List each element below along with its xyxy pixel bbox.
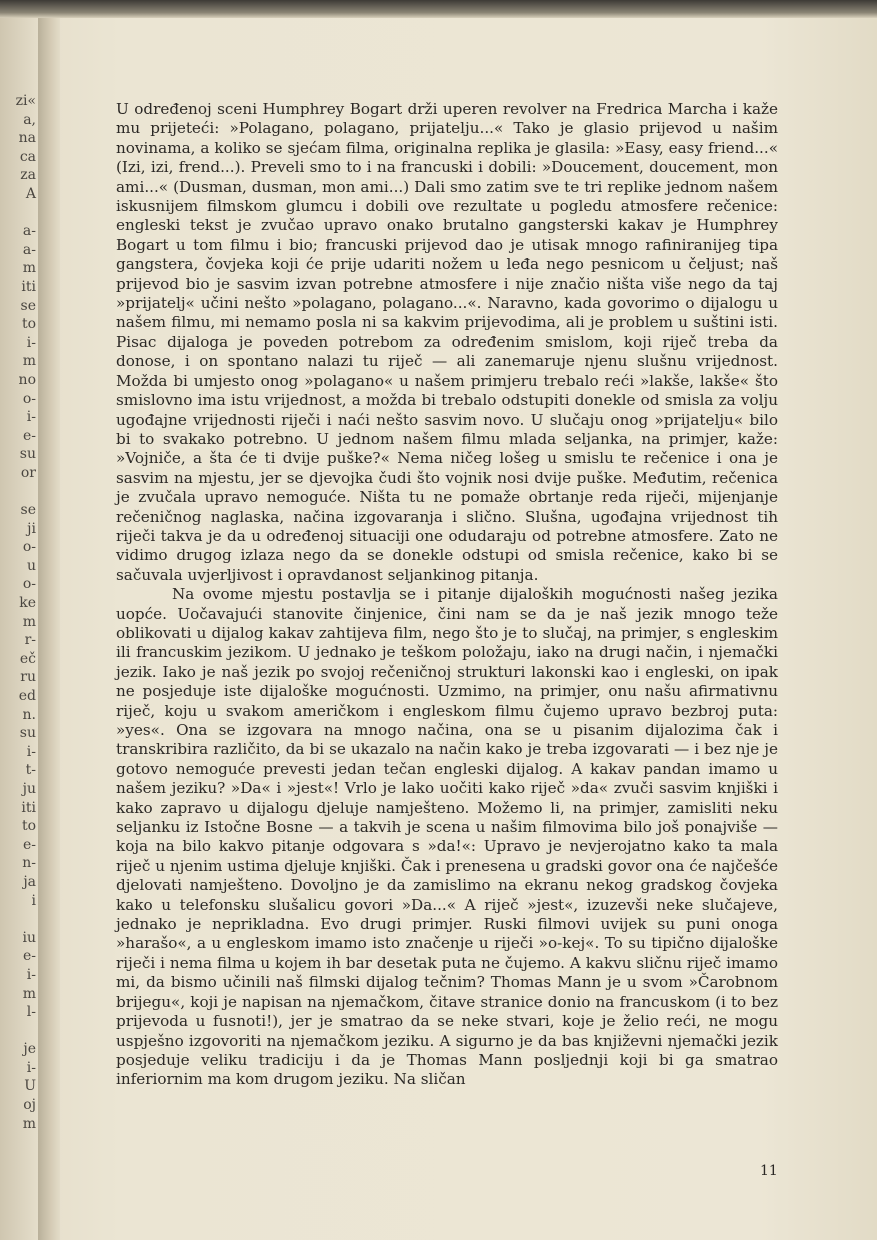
- margin-fragment: o-: [22, 576, 36, 593]
- margin-fragment: ed: [18, 688, 36, 704]
- margin-fragment: o-: [22, 390, 36, 407]
- margin-fragment: l-: [26, 1004, 36, 1021]
- margin-fragment: m: [22, 353, 36, 370]
- paragraph-1: U određenoj sceni Humphrey Bogart drži uperen revolver na Fredrica Marcha i kaže mu prijeteći: »Polagano, polagano, prijatelju...« Tako je glasio prijevod u našim novinama, a koliko se sjećam filma, originalna replika je glasila: »Easy, easy friend...« (Izi, izi, frend...). Preveli smo to i na francuski i dobili: »Doucement, doucement, mon ami...« (Dusman, dusman, mon ami...) Dali smo zatim sve te tri replike jednom našem iskusnijem filmskom glumcu i dobili ove rezultate u pogledu atmosfere rečenice: engleski tekst je zvučao upravo onako brutalno gangsterski kakav je Humphrey Bogart u tom filmu i bio; francuski prijevod dao je utisak mnogo rafiniranijeg tipa gangstera, čovjeka koji će prije udariti nožem u leđa nego pesnicom u čeljust; naš prijevod bio je sasvim izvan potrebne atmosfere i nije značio ništa više nego da taj »prijatelj« učini nešto »polagano, polagano...«. Naravno, kada govorimo o dijalogu u našem filmu, mi nemamo posla ni sa kakvim prijevodima, ali je problem u suštini isti. Pisac dijaloga je poveden potrebom za određenim smislom, koji riječ treba da donose, i on spontano nalazi tu riječ — ali zanemaruje njenu slušnu vrijednost. Možda bi umjesto onog »polagano« u našem primjeru trebalo reći »lakše, lakše« što smislovno ima istu vrijednost, a možda bi trebalo odstupiti donekle od smisla za volju ugođajne vrijednosti riječi i naći nešto sasvim novo. U slučaju onog »prijatelju« bilo bi to svakako potrebno. U jednom našem filmu mlada seljanka, na primjer, kaže: »Vojniče, a šta će ti dvije puške?« Nema ničeg lošeg u smislu te rečenice i ona je sasvim na mjestu, jer se djevojka čudi što vojnik nosi dvije puške. Međutim, rečenica je zvučala upravo nemoguće. Ništa tu ne pomaže obrtanje reda riječi, mijenjanje rečeničnog naglaska, načina izgovaranja i slično. Slušna, ugođajna vrijednost tih riječi takva je da u određenoj situaciji one odudaraju od potrebne atmosfere. Zato ne vidimo drugog izlaza nego da se donekle odstupi od smisla rečenice, kako bi se sačuvala uvjerljivost i opravdanost seljankinog pitanja.: [116, 100, 778, 584]
- margin-fragment: ca: [19, 148, 36, 165]
- margin-fragment: se: [20, 502, 36, 519]
- margin-fragment: i-: [26, 334, 36, 351]
- scan-top-edge: [0, 0, 877, 18]
- margin-fragment: a-: [22, 241, 36, 258]
- margin-fragment: m: [22, 260, 36, 277]
- margin-fragment: je: [23, 1041, 36, 1058]
- margin-fragment: eč: [19, 650, 36, 667]
- margin-fragment: e-: [22, 836, 36, 853]
- margin-fragment: za: [20, 167, 36, 184]
- margin-fragment: m: [22, 1115, 36, 1132]
- margin-fragment: or: [20, 464, 36, 481]
- margin-fragment: n-: [22, 855, 36, 872]
- margin-fragment: ru: [20, 669, 36, 686]
- margin-fragment: no: [18, 371, 36, 388]
- margin-fragment: se: [20, 297, 36, 314]
- margin-fragment: i: [31, 892, 36, 909]
- margin-fragment: i-: [26, 1059, 36, 1076]
- main-text: [116, 100, 778, 1090]
- margin-fragment: A: [25, 185, 36, 202]
- margin-fragment: su: [19, 446, 36, 463]
- margin-fragment: ke: [19, 595, 36, 612]
- margin-fragment: u: [26, 557, 36, 574]
- margin-fragment: [0, 482, 40, 501]
- margin-fragment: t-: [25, 762, 36, 779]
- margin-fragment: [0, 910, 40, 929]
- margin-fragment: a,: [23, 111, 36, 128]
- margin-fragment: m: [22, 613, 36, 630]
- margin-fragment: zi«: [15, 93, 36, 109]
- margin-fragment: [0, 204, 40, 223]
- margin-fragment: n.: [22, 706, 36, 723]
- margin-fragment: a-: [22, 223, 36, 240]
- margin-fragment: na: [18, 130, 36, 147]
- margin-fragment: i-: [26, 409, 36, 426]
- previous-page-fragments: [0, 92, 40, 1132]
- book-spine: [38, 0, 60, 1240]
- page-number: 11: [760, 1163, 778, 1179]
- margin-fragment: [0, 1022, 40, 1041]
- margin-fragment: iti: [21, 278, 36, 295]
- margin-fragment: ju: [22, 780, 36, 797]
- margin-fragment: e-: [22, 948, 36, 965]
- margin-fragment: oj: [23, 1097, 36, 1114]
- margin-fragment: i-: [26, 743, 36, 760]
- margin-fragment: e-: [22, 427, 36, 444]
- margin-fragment: to: [21, 818, 36, 835]
- margin-fragment: iti: [21, 799, 36, 816]
- margin-fragment: m: [22, 985, 36, 1002]
- margin-fragment: su: [19, 725, 36, 742]
- margin-fragment: o-: [22, 539, 36, 556]
- margin-fragment: to: [21, 316, 36, 333]
- paragraph-2: Na ovome mjestu postavlja se i pitanje dijaloških mogućnosti našeg jezika uopće. Uočavajući stanovite činjenice, čini nam se da je naš jezik mnogo teže oblikovati u dijalog kakav zahtijeva film, nego što je to slučaj, na primjer, s engleskim ili francuskim jezikom. U jednako je teškom položaju, iako na drugi način, i njemački jezik. Iako je naš jezik po svojoj rečeničnoj strukturi lakonski kao i engleski, on ipak ne posjeduje iste dijaloške mogućnosti. Uzmimo, na primjer, onu našu afirmativnu riječ, koju u svakom američkom i engleskom filmu čujemo upravo bezbroj puta: »yes«. Ona se izgovara na mnogo načina, ona se u pisanim dijalozima čak i transkribira različito, da bi se ukazalo na način kako je treba izgovarati — i bez nje je gotovo nemoguće prevesti jedan tečan engleski dijalog. A kakav pandan imamo u našem jeziku? »Da« i »jest«! Vrlo je lako uočiti kako riječ »da« zvuči sasvim knjiški i kako zapravo u dijalogu djeluje namješteno. Možemo li, na primjer, zamisliti neku seljanku iz Istočne Bosne — a takvih je scena u našim filmovima bilo još ponajviše — koja na bilo kakvo pitanje odgovara s »da!«: Upravo je nevjerojatno kako ta mala riječ u njenim ustima djeluje knjiški. Čak i prenesena u gradski govor ona će najčešće djelovati namješteno. Dovoljno je da zamislimo na ekranu nekog gradskog čovjeka kako u telefonsku slušalicu govori »Da...« A riječ »jest«, izuzevši neke slučajeve, jednako je neprikladna. Evo drugi primjer. Ruski filmovi uvijek su puni onoga »harašo«, a u engleskom imamo isto značenje u riječi »o-kej«. To su tipično dijaloške riječi i nema filma u kojem ih bar desetak puta ne čujemo. A kakvu sličnu riječ imamo mi, da bismo učinili naš filmski dijalog tečnim? Thomas Mann je u svom »Čarobnom brijegu«, koji je napisan na njemačkom, čitave stranice donio na francuskom (i to bez prijevoda u fusnoti!), jer je smatrao da se neke stvari, koje je želio reći, ne mogu uspješno izgovoriti na njemačkom jeziku. A sigurno je da bas književni njemački jezik posjeduje veliku tradiciju i da je Thomas Mann posljednji koji bi ga smatrao inferiornim ma kom drugom jeziku. Na sličan: [116, 585, 778, 1089]
- margin-fragment: ji: [27, 520, 36, 537]
- margin-fragment: iu: [22, 929, 36, 946]
- margin-fragment: r-: [24, 632, 36, 649]
- margin-fragment: i-: [26, 966, 36, 983]
- margin-fragment: ja: [23, 873, 36, 890]
- margin-fragment: U: [24, 1078, 36, 1095]
